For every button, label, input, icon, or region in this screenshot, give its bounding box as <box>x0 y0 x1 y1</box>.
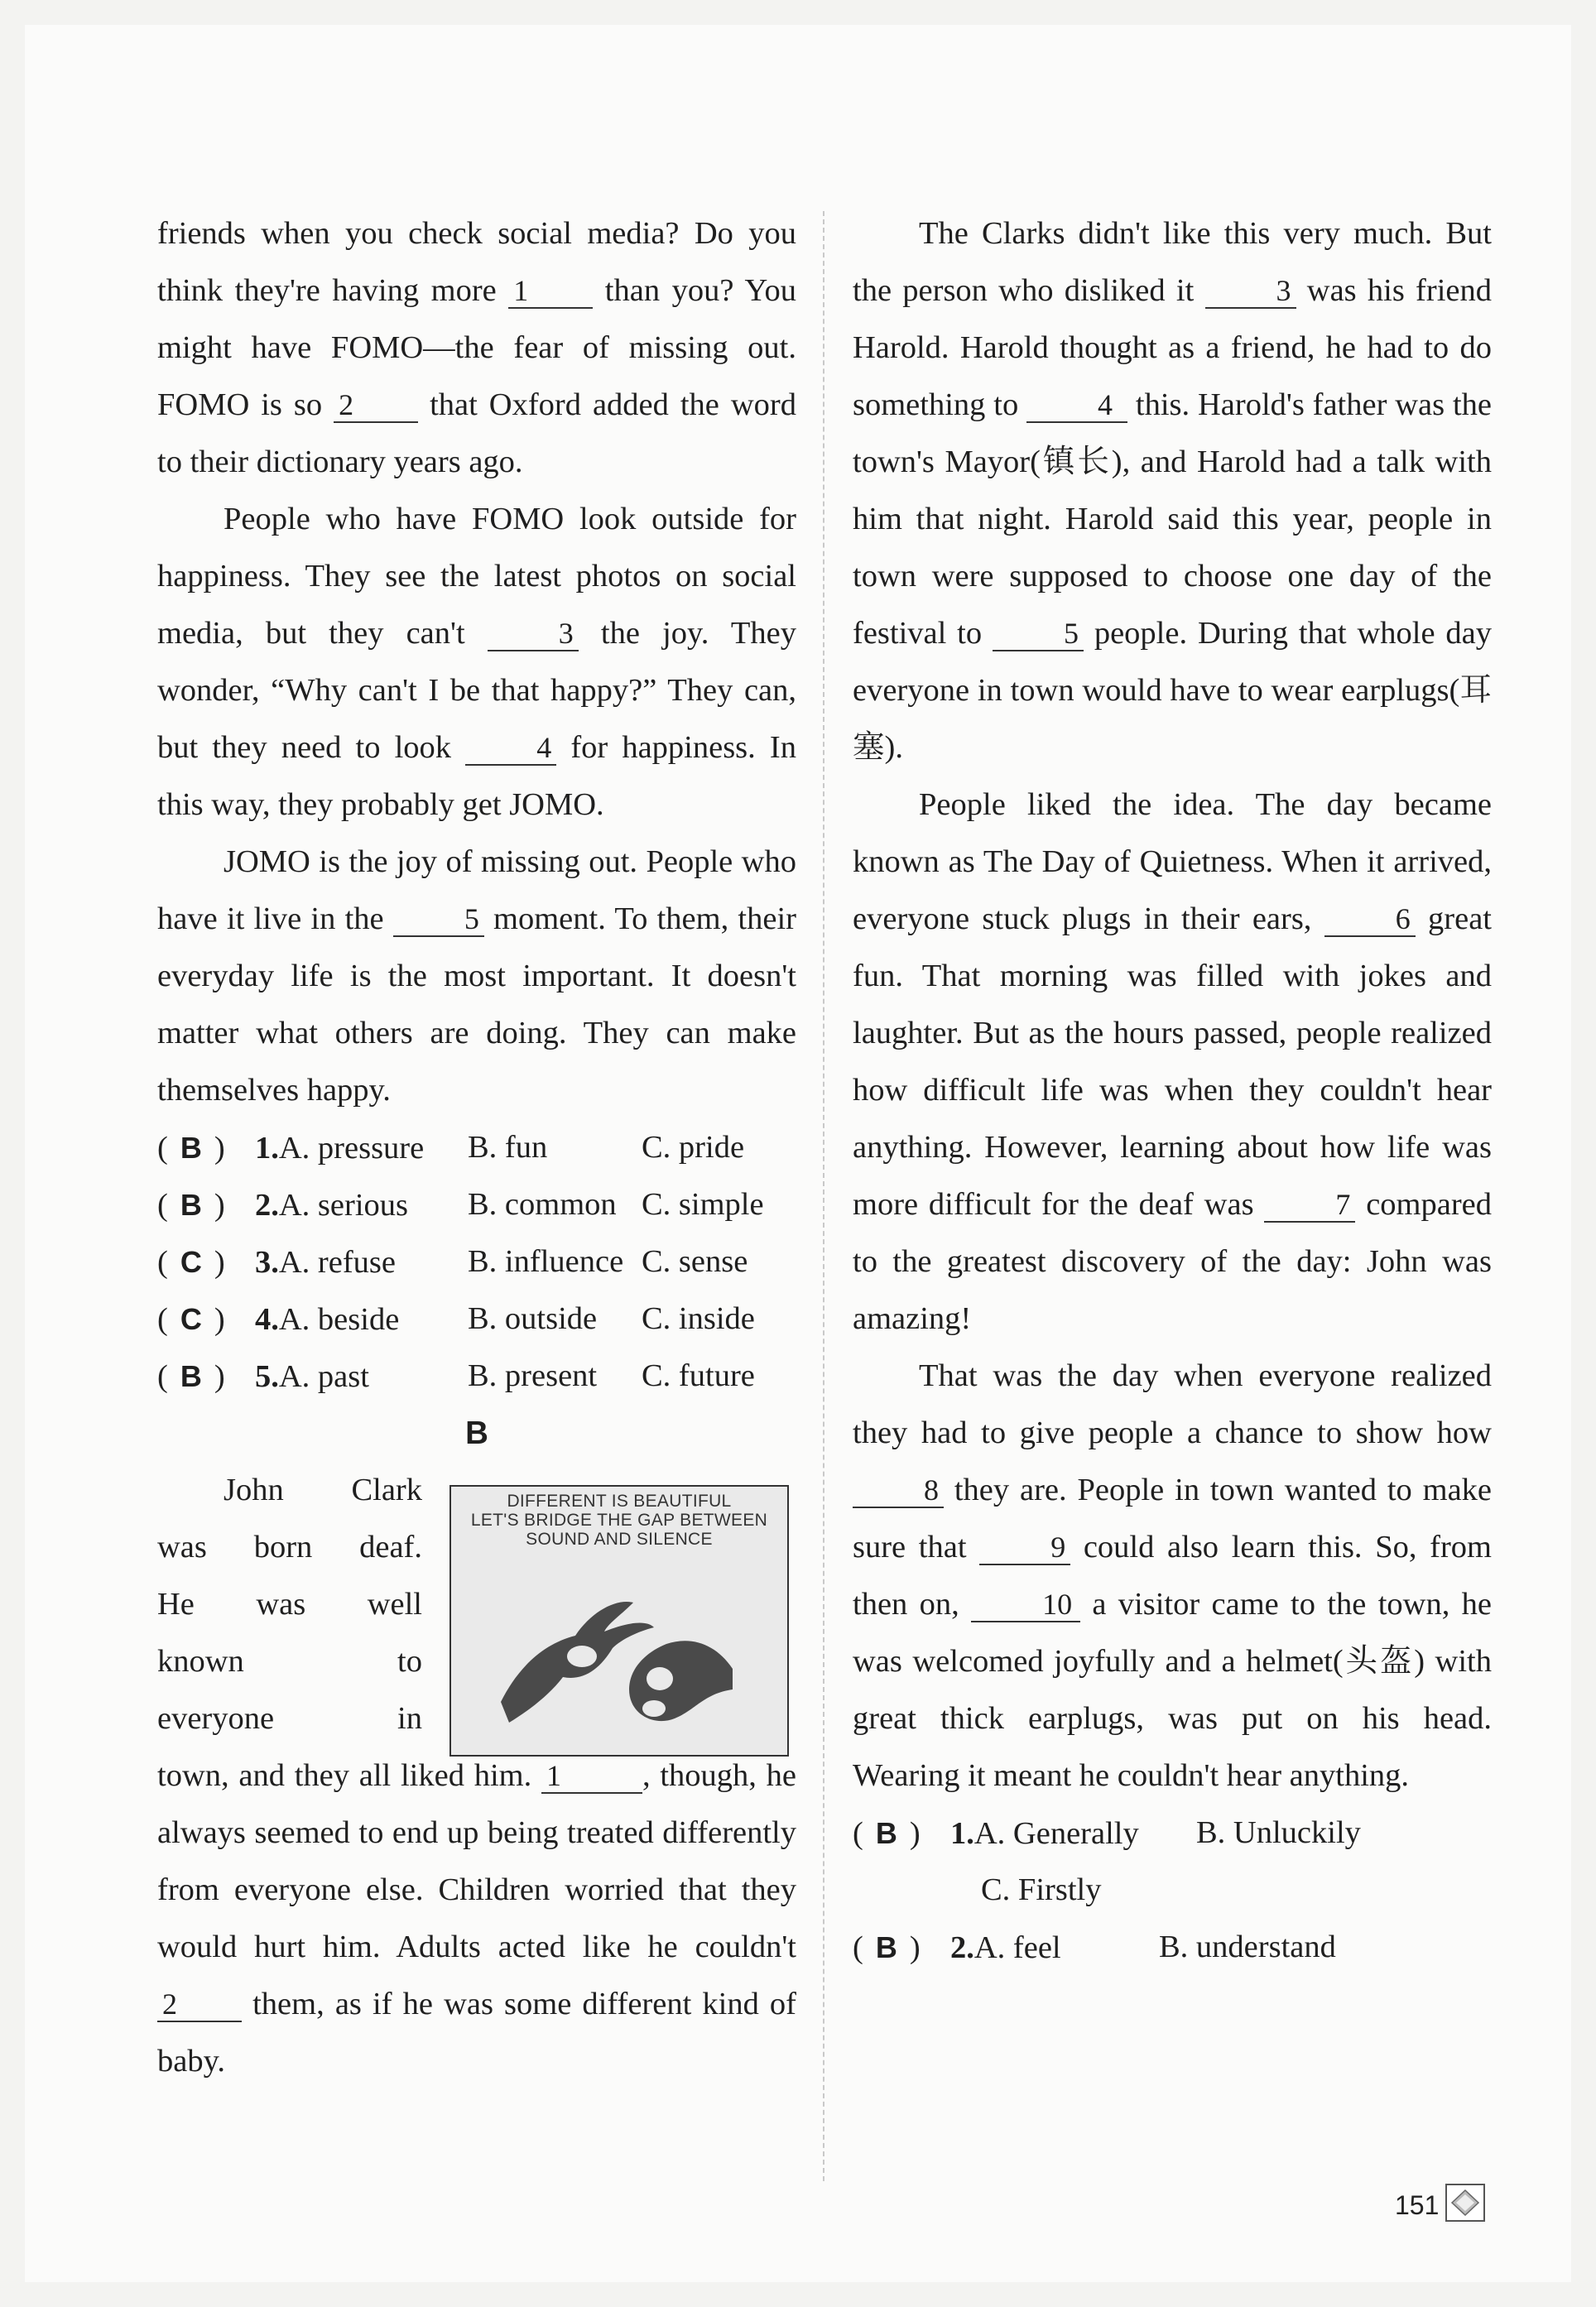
question-item-continued[interactable]: C. Firstly <box>981 1872 1102 1907</box>
right-column <box>853 205 1492 1976</box>
blank-b1[interactable]: 1 <box>541 1759 642 1794</box>
blank-b4[interactable]: 4 <box>1026 388 1127 423</box>
blank-4[interactable]: 4 <box>465 731 556 766</box>
page-number: 151 <box>1395 2190 1440 2220</box>
blank-b9[interactable]: 9 <box>979 1531 1070 1565</box>
column-divider <box>823 211 824 2181</box>
question-item[interactable]: ( C ) 4.A. beside B. outside C. inside <box>157 1301 755 1337</box>
blank-b6[interactable]: 6 <box>1324 902 1416 937</box>
left-paragraph-2: People who have FOMO look outside for happiness. They see the latest photos on social media, but they can't 3 the joy. They wonder, “Why can't I be that happy?” They can, but they need to look 4 for happiness. In this way, they probably get JOMO. <box>157 502 796 822</box>
left-paragraph-1: friends when you check social media? Do you think they're having more 1 than you? You might have FOMO—the fear of missing out. FOMO is so 2 that Oxford added the word to their dictionary years ago. <box>157 216 796 479</box>
question-item[interactable]: ( C ) 3.A. refuse B. influence C. sense <box>157 1244 748 1280</box>
blank-b10[interactable]: 10 <box>971 1588 1080 1622</box>
wrapped-text: John Clark was born deaf. He was well known to everyone in <box>157 1473 422 1736</box>
poster-caption: DIFFERENT IS BEAUTIFUL LET'S BRIDGE THE GAP BETWEEN SOUND AND SILENCE <box>470 1492 768 1549</box>
blank-b3[interactable]: 3 <box>1205 274 1296 309</box>
question-item[interactable]: ( B ) 1.A. Generally B. Unluckily <box>853 1815 1361 1851</box>
blank-5[interactable]: 5 <box>393 902 484 937</box>
poster-image <box>449 1485 789 1757</box>
blank-b8[interactable]: 8 <box>853 1473 944 1508</box>
blank-2[interactable]: 2 <box>334 388 418 423</box>
page-badge <box>1445 2184 1485 2222</box>
question-list-b <box>853 1805 1492 1976</box>
question-item[interactable]: ( B ) 1.A. pressure B. fun C. pride <box>157 1130 745 1166</box>
question-list-a <box>157 1119 796 1405</box>
diamond-icon <box>1447 2185 1483 2220</box>
left-column <box>157 205 796 2090</box>
question-item[interactable]: ( B ) 2.A. feel B. understand <box>853 1930 1336 1965</box>
left-paragraph-4: town, and they all liked him. 1 , though, he always seemed to end up being treated differently from everyone else. Children worried that they would hurt him. Adults acted like he couldn't 2 them, as if he was some different kind of baby. <box>157 1758 796 2079</box>
section-heading-b: B <box>465 1415 488 1451</box>
blank-b2[interactable]: 2 <box>157 1987 242 2022</box>
question-item[interactable]: ( B ) 5.A. past B. present C. future <box>157 1358 755 1394</box>
blank-3[interactable]: 3 <box>488 617 579 651</box>
right-paragraph-3: That was the day when everyone realized they had to give people a chance to show how 8 they are. People in town wanted to make sure that 9 could also learn this. So, from then on, 10 a visitor came to the town, he was welcomed joyfully and a helmet(头盔) with great thick earplugs, was put on his head. Wearing it meant he couldn't hear anything. <box>853 1358 1492 1793</box>
right-paragraph-2: People liked the idea. The day became known as The Day of Quietness. When it arrived, everyone stuck plugs in their ears, 6 great fun. That morning was filled with jokes and laughter. But as the hours passed, people realized how difficult life was when they couldn't hear anything. However, learning about how life was more difficult for the deaf was 7 compared to the greatest discovery of the day: John was amazing! <box>853 787 1492 1336</box>
sign-language-hands-icon <box>484 1578 757 1743</box>
right-paragraph-1: The Clarks didn't like this very much. But the person who disliked it 3 was his friend Harold. Harold thought as a friend, he had to do something to 4 this. Harold's father was the town's Mayor(镇长), and Harold had a talk with him that night. Harold said this year, people in town were supposed to choose one day of the festival to 5 people. During that whole day everyone in town would have to wear earplugs(耳塞). <box>853 216 1492 765</box>
blank-b5[interactable]: 5 <box>993 617 1084 651</box>
page <box>25 25 1571 2282</box>
blank-1[interactable]: 1 <box>508 274 593 309</box>
wrapped-intro <box>157 1462 796 1747</box>
question-item[interactable]: ( B ) 2.A. serious B. common C. simple <box>157 1187 764 1223</box>
left-paragraph-3: JOMO is the joy of missing out. People who have it live in the 5 moment. To them, their everyday life is the most important. It doesn't matter what others are doing. They can make themselves happy. <box>157 844 796 1108</box>
blank-b7[interactable]: 7 <box>1264 1188 1355 1223</box>
